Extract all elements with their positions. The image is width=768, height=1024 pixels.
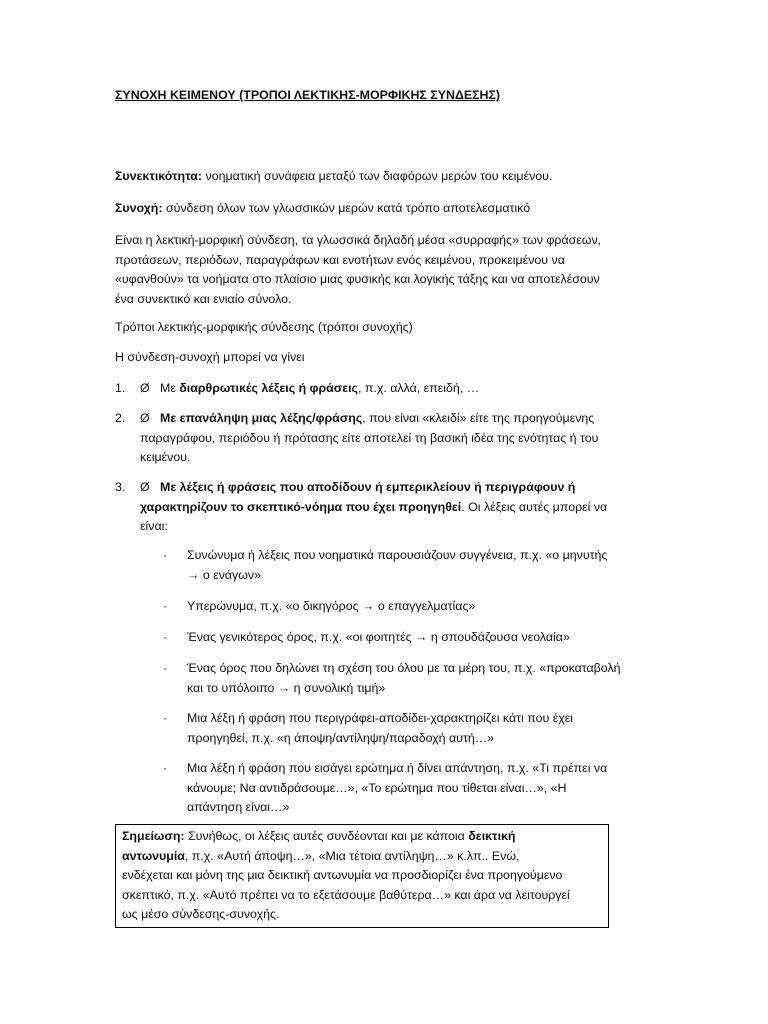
definition-text: νοηματική συνάφεια μεταξύ των διαφόρων μερών του κειμένου. xyxy=(202,169,553,183)
sub-list-item xyxy=(0,597,768,617)
item-number: 1. xyxy=(115,381,126,395)
arrow-bullet-icon: Ø xyxy=(140,480,150,494)
item-continuation: παραγράφου, περιόδου ή πρότασης είτε αποτελεί τη βασική ιδέα της ενότητας ή του xyxy=(140,430,599,445)
note-line xyxy=(122,847,602,867)
item-post: . Οι λέξεις αυτές μπορεί να xyxy=(461,499,608,514)
sub-item-line: και το υπόλοιπο → η συνολική τιμή» xyxy=(187,680,386,695)
sub-item-line: Μια λέξη ή φράση που εισάγει ερώτημα ή δίνει απάντηση, π.χ. «Τι πρέπει να xyxy=(187,761,608,775)
arrow-bullet-icon: Ø xyxy=(140,381,150,395)
list-item xyxy=(0,409,768,469)
intro-paragraph xyxy=(115,231,695,309)
sub-item-line: προηγηθεί, π.χ. «η άποψη/αντίληψη/παραδοχή αυτή…» xyxy=(187,730,495,745)
sub-item-line: Ένας γενικότερος όρος, π.χ. «οι φοιτητές → η σπουδάζουσα νεολαία» xyxy=(187,630,570,644)
note-line: ενδέχεται και μόνη της μια δεικτική αντωνυμία να προσδιορίζει ένα προηγούμενο xyxy=(122,868,563,882)
bullet-icon: · xyxy=(163,761,168,775)
bullet-icon: · xyxy=(163,711,168,725)
note-text: , π.χ. «Αυτή άποψη…», «Μια τέτοια αντίληψη…» κ.λπ.. Ενώ, xyxy=(184,848,520,863)
item-bold: χαρακτηρίζουν το σκεπτικό-νόημα που έχει προηγηθεί xyxy=(140,499,462,514)
sub-item-line: Συνώνυμα ή λέξεις που νοηματικά παρουσιάζουν συγγένεια, π.χ. «ο μηνυτής xyxy=(187,548,608,562)
item-text xyxy=(160,379,660,399)
sub-item-text xyxy=(187,659,667,698)
item-post: , που είναι «κλειδί» είτε της προηγούμενης xyxy=(362,411,595,425)
sub-item-text xyxy=(187,709,657,748)
intro-line: Είναι η λεκτική-μορφική σύνδεση, τα γλωσσικά δηλαδή μέσα «συρραφής» των φράσεων, xyxy=(115,233,602,247)
item-bold: Με λέξεις ή φράσεις που αποδίδουν ή εμπερικλείουν ή περιγράφουν ή xyxy=(160,480,576,494)
note-line: σκεπτικό, π.χ. «Αυτό πρέπει να το εξετάσουμε βαθύτερα…» και άρα να λειτουργεί xyxy=(122,887,570,902)
item-pre: Με xyxy=(160,381,180,395)
sub-list-item xyxy=(0,709,768,749)
definition-text: σύνδεση όλων των γλωσσικών μερών κατά τρόπο αποτελεσματικό xyxy=(162,201,531,215)
bullet-icon: · xyxy=(163,661,168,675)
bullet-icon: · xyxy=(163,599,168,613)
list-item xyxy=(0,478,768,538)
sub-item-line: κάνουμε; Να αντιδράσουμε…», «Το ερώτημα που τίθεται είναι…», «Η xyxy=(187,780,567,795)
page-title: ΣΥΝΟΧΗ ΚΕΙΜΕΝΟΥ (ΤΡΟΠΟΙ ΛΕΚΤΙΚΗΣ-ΜΟΡΦΙΚΗΣ ΣΥΝΔΕΣΗΣ) xyxy=(115,88,501,102)
item-continuation: είναι: xyxy=(140,519,168,533)
sub-item-line: Ένας όρος που δηλώνει τη σχέση του όλου με τα μέρη του, π.χ. «προκαταβολή xyxy=(187,661,621,675)
definition-term: Συνοχή: xyxy=(115,201,163,215)
item-text xyxy=(160,478,680,498)
sub-item-text xyxy=(187,597,657,617)
note-text: Συνήθως, οι λέξεις αυτές συνδέονται και με κάποια xyxy=(184,829,469,843)
list-item xyxy=(0,379,768,399)
note-box xyxy=(115,824,609,928)
sub-list-item xyxy=(0,546,768,586)
sub-item-line: απάντηση είναι…» xyxy=(187,800,290,814)
item-post: , π.χ. αλλά, επειδή, … xyxy=(358,381,480,395)
sub-item-text xyxy=(187,759,667,818)
note-term: Σημείωση: xyxy=(122,829,185,843)
note-line xyxy=(122,827,602,847)
item-continuation xyxy=(140,498,660,518)
item-bold: διαρθρωτικές λέξεις ή φράσεις xyxy=(179,381,358,395)
note-bold: δεικτική xyxy=(468,829,516,843)
intro-line: «υφανθούν» τα νοήματα στο πλαίσιο μιας φυσικής και λογικής τάξης και να αποτελέσουν xyxy=(115,272,600,286)
item-text xyxy=(160,409,680,429)
sub-item-line: Υπερώνυμα, π.χ. «ο δικηγόρος → ο επαγγελματίας» xyxy=(187,599,476,613)
sub-list-item xyxy=(0,659,768,699)
sub-item-line: Μια λέξη ή φράση που περιγράφει-αποδίδει-χαρακτηρίζει κάτι που έχει xyxy=(187,711,574,725)
sub-item-line: → ο ενάγων» xyxy=(187,567,262,582)
sub-item-text xyxy=(187,628,657,648)
arrow-bullet-icon: Ø xyxy=(140,411,150,425)
definition-coherence xyxy=(115,199,675,219)
sub-item-text xyxy=(187,546,657,585)
item-number: 2. xyxy=(115,411,126,425)
intro-line: προτάσεων, περιόδων, παραγράφων και ενοτήτων ενός κειμένου, προκειμένου να xyxy=(115,252,565,267)
item-bold: Με επανάληψη μιας λέξης/φράσης xyxy=(160,411,363,425)
note-bold: αντωνυμία xyxy=(122,848,185,863)
bullet-icon: · xyxy=(163,548,168,562)
bullet-icon: · xyxy=(163,630,168,644)
definition-cohesion xyxy=(115,167,675,187)
sub-list-item xyxy=(0,628,768,648)
item-continuation: κειμένου. xyxy=(140,450,191,464)
note-line: ως μέσο σύνδεσης-συνοχής. xyxy=(122,907,280,921)
subheading: Τρόποι λεκτικής-μορφικής σύνδεσης (τρόποι συνοχής) xyxy=(115,320,413,334)
lead-text: Η σύνδεση-συνοχή μπορεί να γίνει xyxy=(115,350,305,364)
item-number: 3. xyxy=(115,480,126,494)
definition-term: Συνεκτικότητα: xyxy=(115,169,203,183)
intro-line: ένα συνεκτικό και ενιαίο σύνολο. xyxy=(115,291,292,306)
sub-list-item xyxy=(0,759,768,819)
